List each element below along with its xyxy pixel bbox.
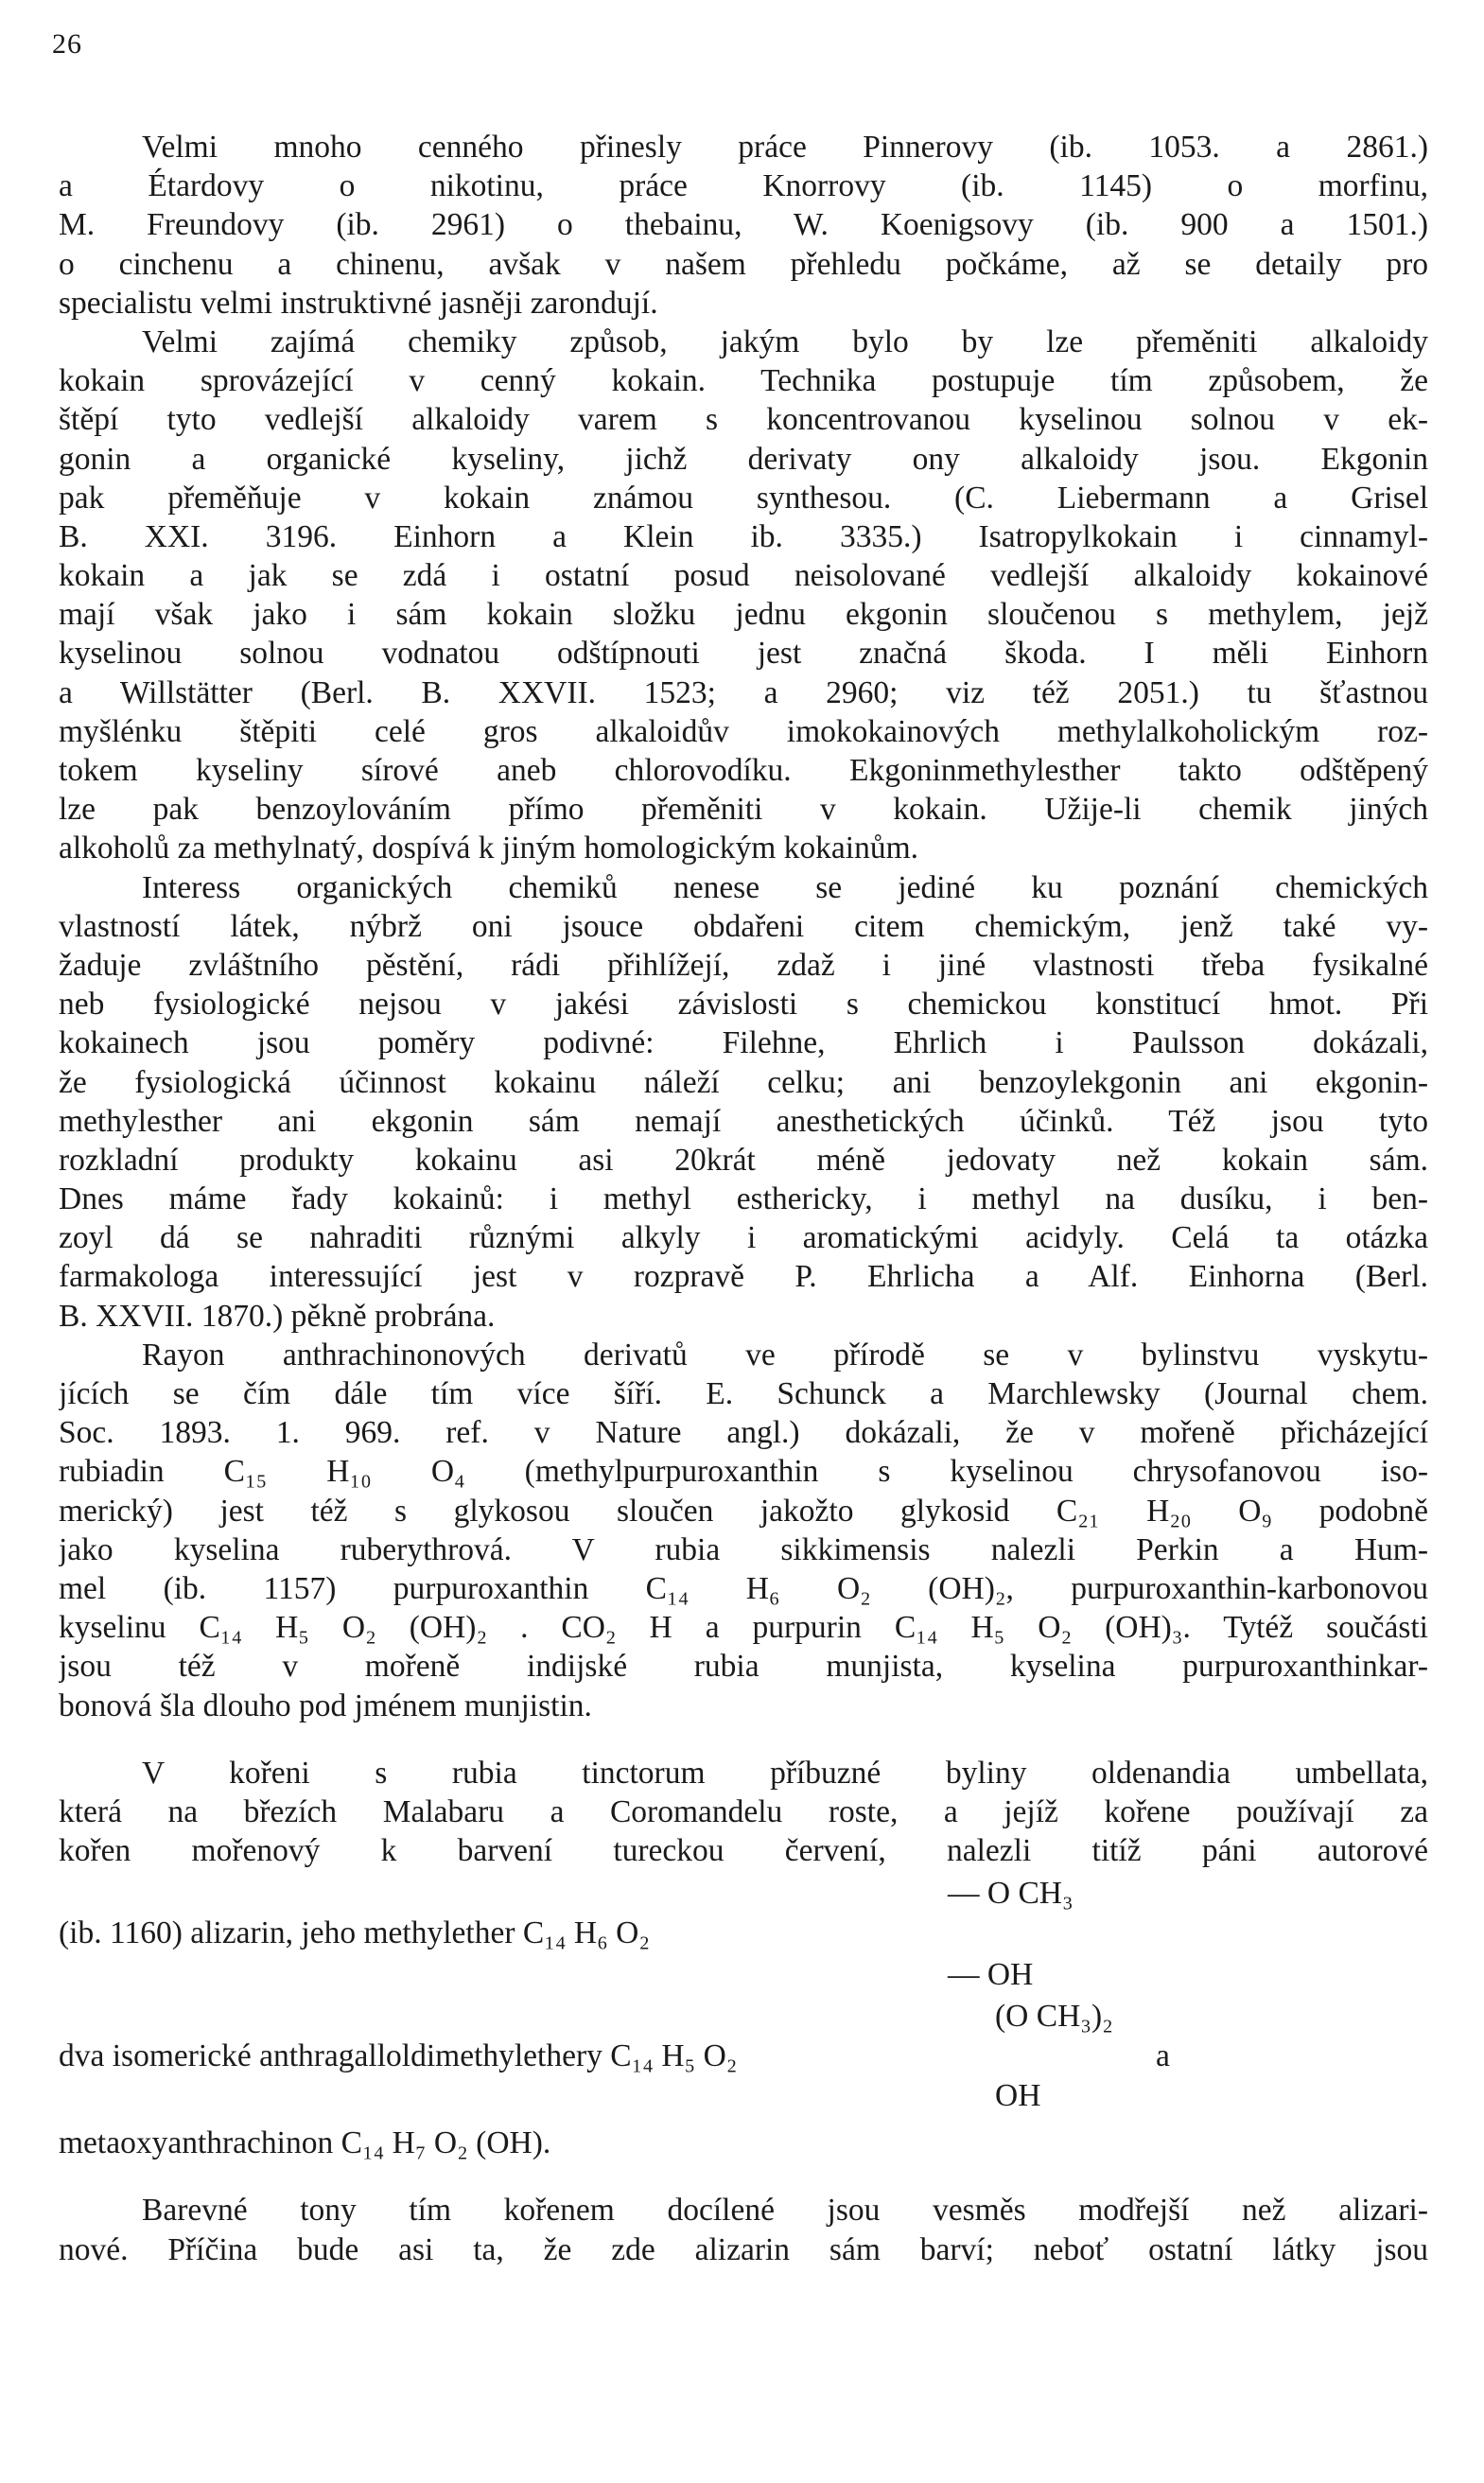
text-line: nové. Příčina bude asi ta, že zde alizarin sám barví; neboť ostatní látky jsou bbox=[59, 2231, 1428, 2267]
text-line: tokem kyseliny sírové aneb chlorovodíku. Ekgoninmethylesther takto odštěpený bbox=[59, 753, 1428, 788]
text-line: Barevné tony tím kořenem docílené jsou vesměs modřejší než alizari- bbox=[142, 2193, 1428, 2229]
text-line: a Willstätter (Berl. B. XXVII. 1523; a 2960; viz též 2051.) tu šťastnou bbox=[59, 674, 1428, 710]
formula-block bbox=[59, 1870, 1428, 2124]
text-line: mají však jako i sám kokain složku jednu ekgonin sloučenou s methylem, jejž bbox=[59, 597, 1428, 633]
text-line: žaduje zvláštního pěstění, rádi přihlížejí, zdaž i jiné vlastnosti třeba fysikalné bbox=[59, 947, 1428, 983]
formula-line: (ib. 1160) alizarin, jeho methylether C₁₄ H₆ O₂ bbox=[59, 1915, 651, 1951]
text-line: a Étardovy o nikotinu, práce Knorrovy (ib. 1145) o morfinu, bbox=[59, 168, 1428, 204]
text-line: Interess organických chemiků nenese se jediné ku poznání chemických bbox=[142, 869, 1428, 905]
text-line: alkoholů za methylnatý, dospívá k jiným homologickým kokainům. bbox=[59, 831, 919, 866]
text-line: Dnes máme řady kokainů: i methyl esthericky, i methyl na dusíku, i ben- bbox=[59, 1181, 1428, 1217]
text-line: kyselinou solnou vodnatou odštípnouti jest značná škoda. I měli Einhorn bbox=[59, 636, 1428, 672]
text-line: jsou též v mořeně indijské rubia munjista, kyselina purpuroxanthinkar- bbox=[59, 1649, 1428, 1685]
text-line: zoyl dá se nahraditi různými alkyly i aromatickými acidyly. Celá ta otázka bbox=[59, 1220, 1428, 1256]
page-number: 26 bbox=[52, 28, 82, 60]
text-line: B. XXVII. 1870.) pěkně probrána. bbox=[59, 1298, 496, 1334]
formula-line-block bbox=[59, 2124, 1428, 2162]
text-line: pak přeměňuje v kokain známou synthesou. (C. Liebermann a Grisel bbox=[59, 480, 1428, 516]
text-line: merický) jest též s glykosou sloučen jakožto glykosid C₂₁ H₂₀ O₉ podobně bbox=[59, 1493, 1428, 1529]
text-line: M. Freundovy (ib. 2961) o thebainu, W. Koenigsovy (ib. 900 a 1501.) bbox=[59, 207, 1428, 243]
text-line: Soc. 1893. 1. 969. ref. v Nature angl.) dokázali, že v mořeně přicházející bbox=[59, 1415, 1428, 1451]
text-line: kyselinu C₁₄ H₅ O₂ (OH)₂ . CO₂ H a purpurin C₁₄ H₅ O₂ (OH)₃. Tytéž součásti bbox=[59, 1610, 1428, 1646]
text-line: kořen mořenový k barvení tureckou červení, nalezli titíž páni autorové bbox=[59, 1833, 1428, 1869]
formula-substituent: (O CH₃)₂ bbox=[995, 1999, 1113, 2035]
text-line: neb fysiologické nejsou v jakési závislosti s chemickou konstitucí hmot. Při bbox=[59, 987, 1428, 1023]
text-line: kokainech jsou poměry podivné: Filehne, Ehrlich i Paulsson dokázali, bbox=[59, 1025, 1428, 1061]
text-line: methylesther ani ekgonin sám nemají anesthetických účinků. Též jsou tyto bbox=[59, 1103, 1428, 1139]
paragraph-4 bbox=[59, 1336, 1428, 1725]
text-body bbox=[59, 128, 1428, 2269]
text-line: rubiadin C₁₅ H₁₀ O₄ (methylpurpuroxanthin s kyselinou chrysofanovou iso- bbox=[59, 1454, 1428, 1490]
text-line: lze pak benzoylováním přímo přeměniti v kokain. Užije-li chemik jiných bbox=[59, 792, 1428, 828]
text-line: o cinchenu a chinenu, avšak v našem přehledu počkáme, až se detaily pro bbox=[59, 246, 1428, 282]
text-line: B. XXI. 3196. Einhorn a Klein ib. 3335.) Isatropylkokain i cinnamyl- bbox=[59, 518, 1428, 554]
text-line: vlastností látek, nýbrž oni jsouce obdařeni citem chemickým, jenž také vy- bbox=[59, 908, 1428, 944]
text-line: která na březích Malabaru a Coromandelu roste, a jejíž kořene používají za bbox=[59, 1793, 1428, 1829]
formula-line: dva isomerické anthragalloldimethylethery C₁₄ H₅ O₂ bbox=[59, 2038, 738, 2074]
text-line: Rayon anthrachinonových derivatů ve přírodě se v bylinstvu vyskytu- bbox=[142, 1337, 1428, 1373]
text-line: Velmi zajímá chemiky způsob, jakým bylo by lze přeměniti alkaloidy bbox=[142, 323, 1428, 359]
text-line: jako kyselina ruberythrová. V rubia sikkimensis nalezli Perkin a Hum- bbox=[59, 1531, 1428, 1567]
text-line: štěpí tyto vedlejší alkaloidy varem s koncentrovanou kyselinou solnou v ek- bbox=[59, 402, 1428, 438]
paragraph-2 bbox=[59, 323, 1428, 868]
text-line: Velmi mnoho cenného přinesly práce Pinnerovy (ib. 1053. a 2861.) bbox=[142, 130, 1428, 165]
paragraph-gap bbox=[59, 1725, 1428, 1754]
text-line: rozkladní produkty kokainu asi 20krát méně jedovaty než kokain sám. bbox=[59, 1142, 1428, 1178]
formula-line: metaoxyanthrachinon C₁₄ H₇ O₂ (OH). bbox=[59, 2125, 551, 2161]
text-line: kokain sprovázející v cenný kokain. Technika postupuje tím způsobem, že bbox=[59, 363, 1428, 399]
text-line: že fysiologická účinnost kokainu náleží celku; ani benzoylekgonin ani ekgonin- bbox=[59, 1064, 1428, 1100]
text-line: gonin a organické kyseliny, jichž derivaty ony alkaloidy jsou. Ekgonin bbox=[59, 441, 1428, 477]
formula-substituent: — O CH₃ bbox=[948, 1876, 1074, 1912]
text-line: jících se čím dále tím více šíří. E. Schunck a Marchlewsky (Journal chem. bbox=[59, 1376, 1428, 1411]
paragraph-5 bbox=[59, 1754, 1428, 1871]
paragraph-6 bbox=[59, 2191, 1428, 2268]
text-line: V kořeni s rubia tinctorum příbuzné byliny oldenandia umbellata, bbox=[142, 1755, 1428, 1791]
text-line: kokain a jak se zdá i ostatní posud neisolované vedlejší alkaloidy kokainové bbox=[59, 558, 1428, 594]
formula-substituent: OH bbox=[995, 2078, 1041, 2114]
text-line: specialistu velmi instruktivné jasněji zarondují. bbox=[59, 285, 658, 321]
formula-substituent: — OH bbox=[948, 1957, 1034, 1993]
text-line: farmakologa interessující jest v rozpravě P. Ehrlicha a Alf. Einhorna (Berl. bbox=[59, 1259, 1428, 1295]
paragraph-gap bbox=[59, 2162, 1428, 2191]
paragraph-1 bbox=[59, 128, 1428, 323]
text-line: bonová šla dlouho pod jménem munjistin. bbox=[59, 1687, 592, 1723]
text-line: myšlénku štěpiti celé gros alkaloidův imokokainových methylalkoholickým roz- bbox=[59, 713, 1428, 749]
text-line: mel (ib. 1157) purpuroxanthin C₁₄ H₆ O₂ (OH)₂, purpuroxanthin-karbonovou bbox=[59, 1570, 1428, 1606]
formula-conjunction: a bbox=[1156, 2038, 1170, 2074]
paragraph-3 bbox=[59, 868, 1428, 1336]
